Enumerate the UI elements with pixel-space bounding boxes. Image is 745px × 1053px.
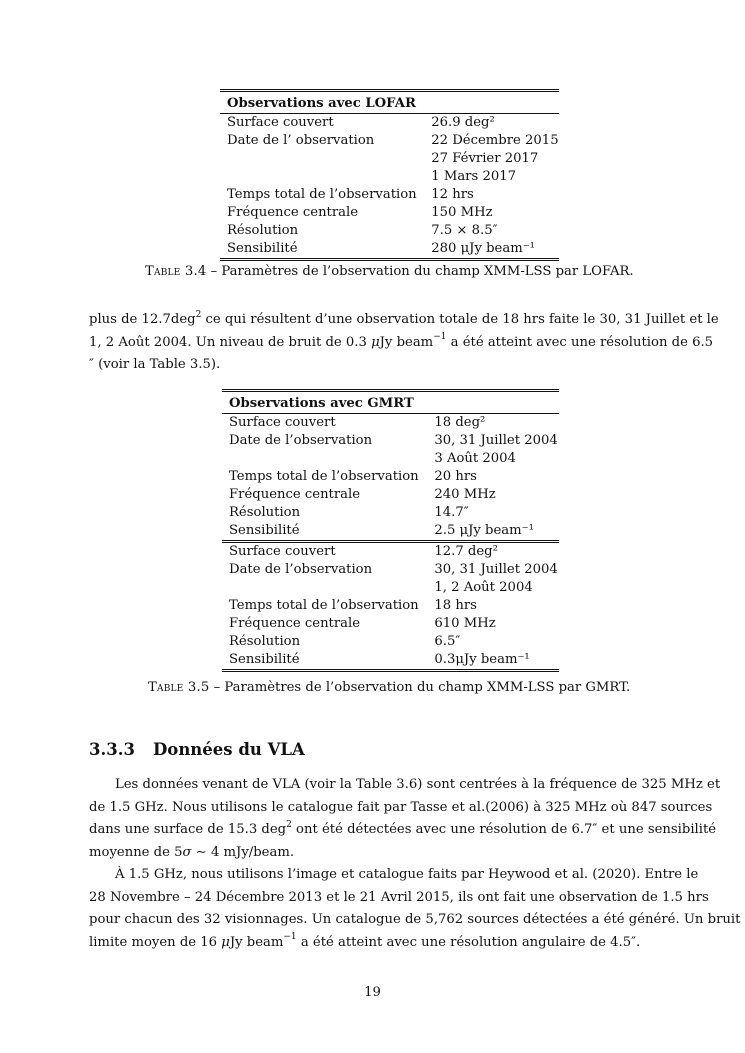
text-line — [89, 864, 699, 887]
row-value: 20 hrs — [434, 469, 477, 484]
row-label: Résolution — [229, 634, 301, 649]
text-line — [89, 309, 719, 332]
superscript: 2 — [195, 309, 202, 320]
table-caption — [145, 264, 634, 279]
row-label — [220, 150, 417, 168]
row-label: Résolution — [227, 223, 299, 238]
table-row — [222, 504, 559, 522]
text-line — [89, 332, 714, 355]
text-span: 1, 2 Août 2004. Un niveau de bruit de 0.3 — [89, 334, 372, 350]
row-label: Temps total de l’observation — [229, 598, 419, 613]
math-symbol: μ — [371, 334, 380, 350]
paragraph — [89, 774, 721, 864]
text-line — [89, 797, 713, 820]
text-line — [89, 354, 691, 377]
table-row — [220, 132, 559, 150]
table-row — [222, 414, 559, 433]
text-line — [89, 909, 741, 932]
section-title: Données du VLA — [153, 740, 305, 759]
table-gmrt — [222, 389, 559, 672]
superscript: −1 — [433, 332, 447, 343]
row-label: Sensibilité — [229, 523, 300, 538]
row-label: Date de l’observation — [229, 562, 373, 577]
row-label: Résolution — [229, 505, 301, 520]
row-value: 26.9 deg² — [417, 114, 559, 133]
table-row — [220, 150, 559, 168]
table-row — [222, 597, 559, 615]
row-label — [220, 168, 417, 186]
row-value: 18 deg² — [420, 414, 559, 433]
text-span: Les données venant de VLA (voir la Table 3.6) sont centrées à la fréquence de 325 MHz et — [115, 777, 721, 792]
row-value: 1, 2 Août 2004 — [434, 580, 533, 595]
math-symbol: σ — [182, 844, 192, 860]
table-row — [220, 240, 559, 260]
text-line — [89, 887, 709, 910]
row-value: 30, 31 Juillet 2004 — [434, 562, 558, 577]
text-span: Jy beam — [379, 334, 434, 350]
table-row — [220, 168, 559, 186]
text-line — [89, 774, 721, 797]
table-row — [222, 579, 559, 597]
table-row — [220, 204, 559, 222]
text-span: a été atteint avec une résolution angulaire de 4.5″. — [296, 934, 641, 950]
row-label: Temps total de l’observation — [227, 187, 417, 202]
text-line — [89, 819, 717, 842]
caption-label: Table 3.5 — [148, 680, 210, 695]
superscript: −1 — [283, 932, 297, 943]
table-row — [222, 450, 559, 468]
row-label: Fréquence centrale — [229, 487, 361, 502]
row-value: 610 MHz — [434, 616, 496, 631]
row-value: 22 Décembre 2015 — [431, 133, 559, 148]
section-heading — [89, 740, 305, 759]
row-label: Surface couvert — [222, 414, 420, 433]
paragraph — [89, 309, 719, 377]
row-value: 12 hrs — [431, 187, 474, 202]
text-span: Jy beam — [229, 934, 284, 950]
table-row — [222, 468, 559, 486]
row-value: 14.7″ — [434, 505, 469, 520]
text-span: a été atteint avec une résolution de 6.5 — [446, 334, 714, 350]
row-value: 1 Mars 2017 — [431, 169, 517, 184]
table-row — [220, 222, 559, 240]
math-symbol: μ — [221, 934, 230, 950]
row-value: 3 Août 2004 — [434, 451, 516, 466]
text-line — [89, 842, 691, 865]
row-value: 2.5 μJy beam⁻¹ — [434, 523, 534, 538]
table-lofar — [220, 89, 559, 261]
text-span: pour chacun des 32 visionnages. Un catalogue de 5,762 sources détectées a été généré. Un bruit — [89, 912, 741, 927]
row-label: Sensibilité — [222, 651, 420, 671]
table-row — [222, 633, 559, 651]
row-value: 12.7 deg² — [420, 542, 559, 562]
table-row — [222, 432, 559, 450]
table-row — [220, 114, 559, 133]
table-row — [222, 615, 559, 633]
row-value: 18 hrs — [434, 598, 477, 613]
table-caption — [148, 680, 630, 695]
text-span: plus de 12.7deg — [89, 312, 196, 327]
row-value: 240 MHz — [434, 487, 496, 502]
row-label: Date de l’observation — [229, 433, 373, 448]
text-span: ∼ 4 mJy/beam. — [191, 844, 295, 860]
superscript: 2 — [286, 819, 292, 830]
text-span: 28 Novembre – 24 Décembre 2013 et le 21 Avril 2015, ils ont fait une observation de 1.5 hrs — [89, 889, 709, 905]
table-row — [222, 486, 559, 504]
table-row — [220, 186, 559, 204]
text-span: dans une surface de 15.3 deg — [89, 822, 287, 837]
page-number: 19 — [364, 985, 381, 1000]
table-row — [222, 522, 559, 542]
table-header: Observations avec LOFAR — [220, 91, 559, 114]
text-span: À 1.5 GHz, nous utilisons l’image et catalogue faits par Heywood et al. (2020). Entre le — [115, 867, 699, 882]
row-value: 280 μJy beam⁻¹ — [417, 240, 559, 260]
text-span: de 1.5 GHz. Nous utilisons le catalogue fait par Tasse et al.(2006) à 325 MHz où 847 sources — [89, 799, 713, 815]
row-value: 0.3μJy beam⁻¹ — [420, 651, 559, 671]
row-label: Temps total de l’observation — [229, 469, 419, 484]
row-label: Fréquence centrale — [227, 205, 359, 220]
table-row — [222, 561, 559, 579]
table-row — [222, 651, 559, 671]
text-line — [89, 932, 691, 955]
row-value: 27 Février 2017 — [431, 151, 539, 166]
table-header: Observations avec GMRT — [222, 391, 559, 414]
caption-label: Table 3.4 — [145, 264, 207, 279]
text-span: moyenne de 5 — [89, 844, 183, 860]
row-label: Fréquence centrale — [229, 616, 361, 631]
row-label: Date de l’ observation — [227, 133, 375, 148]
row-label — [222, 450, 420, 468]
text-span: ce qui résultent d’une observation totale de 18 hrs faite le 30, 31 Juillet et le — [201, 312, 719, 327]
text-span: ont été détectées avec une résolution de 6.7″ et une sensibilité — [291, 822, 717, 837]
row-value: 30, 31 Juillet 2004 — [434, 433, 558, 448]
caption-text: – Paramètres de l’observation du champ XMM-LSS par GMRT. — [209, 680, 631, 695]
text-span: limite moyen de 16 — [89, 934, 222, 950]
row-label: Surface couvert — [220, 114, 417, 133]
row-value: 6.5″ — [434, 634, 461, 649]
section-number: 3.3.3 — [89, 740, 135, 759]
paragraph — [89, 864, 741, 954]
row-label — [222, 579, 420, 597]
caption-text: – Paramètres de l’observation du champ XMM-LSS par LOFAR. — [206, 264, 634, 279]
row-label: Surface couvert — [222, 542, 420, 562]
text-span: ″ (voir la Table 3.5). — [89, 357, 221, 372]
row-value: 150 MHz — [431, 205, 493, 220]
row-label: Sensibilité — [220, 240, 417, 260]
table-row — [222, 542, 559, 562]
row-value: 7.5 × 8.5″ — [431, 223, 498, 238]
